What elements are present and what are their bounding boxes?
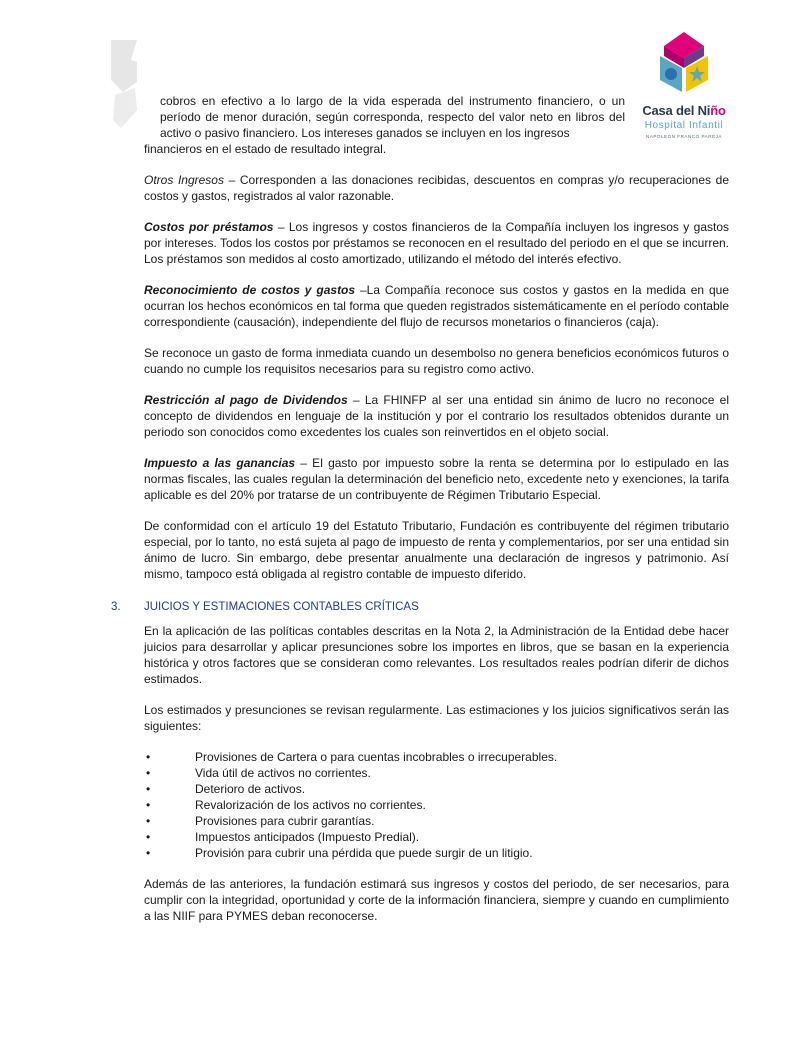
logo-subtitle-2: NAPOLEÓN FRANCO PAREJA: [645, 134, 722, 139]
term-costos-prestamos: Costos por préstamos: [144, 220, 274, 234]
bullet-icon: •: [146, 798, 151, 812]
bullet-icon: •: [146, 814, 151, 828]
list-item-text: Provisión para cubrir una pérdida que puede surgir de un litigio.: [195, 846, 533, 860]
document-body: [111, 93, 729, 939]
section-paragraph-1: En la aplicación de las políticas contables descritas en la Nota 2, la Administración de la Entidad debe hacer juicios para desarrollar y aplicar presunciones sobre los importes en libros, que se basan en la experiencia histórica y otros factores que se consideran como relevantes. Los resultados reales podrían diferir de dichos estimados.: [144, 624, 729, 686]
list-item: [144, 813, 729, 829]
paragraph-impuesto: [144, 455, 729, 503]
section-paragraph-2: Los estimados y presunciones se revisan regularmente. Las estimaciones y los juicios significativos serán las siguientes:: [144, 703, 729, 733]
costos-prestamos-text: – Los ingresos y costos financieros de la Compañía incluyen los ingresos y gastos por intereses. Todos los costos por préstamos se reconocen en el resultado del periodo en el que se incurren. Los préstamos son medidos al costo amortizado, utilizando el método del interés efectivo.: [144, 220, 729, 266]
bullet-icon: •: [146, 766, 151, 780]
list-item: [144, 765, 729, 781]
bullet-icon: •: [146, 750, 151, 764]
estimates-list: [144, 749, 729, 861]
list-item-text: Deterioro de activos.: [195, 782, 306, 796]
restriccion-text: – La FHINFP al ser una entidad sin ánimo de lucro no reconoce el concepto de dividendos en lenguaje de la institución y por el contrario los resultados obtenidos durante un periodo son conocidos como excedentes los cuales son reinvertidos en el objeto social.: [144, 393, 729, 439]
term-reconocimiento: Reconocimiento de costos y gastos: [144, 283, 356, 297]
logo-subtitle: Hospital Infantil: [644, 120, 724, 131]
list-item-text: Provisiones de Cartera o para cuentas incobrables o irrecuperables.: [195, 750, 558, 764]
section-title: JUICIOS Y ESTIMACIONES CONTABLES CRÍTICAS: [144, 601, 419, 613]
paragraph-costos-prestamos: [144, 219, 729, 267]
list-item: [144, 749, 729, 765]
bullet-icon: •: [146, 782, 151, 796]
bullet-icon: •: [146, 830, 151, 844]
paragraph-gasto: Se reconoce un gasto de forma inmediata cuando un desembolso no genera beneficios económicos futuros o cuando no cumple los requisitos necesarios para su registro como activo.: [144, 346, 729, 376]
bullet-icon: •: [146, 846, 151, 860]
term-impuesto: Impuesto a las ganancias: [144, 456, 296, 470]
list-item-text: Vida útil de activos no corrientes.: [195, 766, 371, 780]
section-paragraph-3: Además de las anteriores, la fundación estimará sus ingresos y costos del periodo, de ser necesarios, para cumplir con la integridad, oportunidad y corte de la información financiera, siempre y cuando en cumplimiento a las NIIF para PYMES deban reconocerse.: [144, 877, 729, 923]
paragraph-intro: [144, 93, 729, 157]
paragraph-restriccion: [144, 392, 729, 440]
term-otros-ingresos: Otros Ingresos: [144, 173, 224, 187]
logo-house-icon: [634, 28, 734, 103]
list-item: [144, 781, 729, 797]
paragraph-otros-ingresos: [144, 172, 729, 204]
paragraph-conformidad: De conformidad con el artículo 19 del Estatuto Tributario, Fundación es contribuyente del régimen tributario especial, por lo tanto, no está sujeta al pago de impuesto de renta y complementarios, por ser una entidad sin ánimo de lucro. Sin embargo, debe presentar anualmente una declaración de ingresos y patrimonio. Así mismo, tampoco está obligada al registro contable de impuesto diferido.: [144, 519, 729, 581]
otros-ingresos-text: – Corresponden a las donaciones recibidas, descuentos en compras y/o recuperaciones de costos y gastos, registrados al valor razonable.: [144, 173, 729, 203]
list-item-text: Provisiones para cubrir garantías.: [195, 814, 375, 828]
list-item: [144, 797, 729, 813]
logo-name-part2: ño: [710, 103, 726, 118]
term-restriccion: Restricción al pago de Dividendos: [144, 393, 348, 407]
paragraph-reconocimiento: [144, 282, 729, 330]
section-heading: [111, 599, 729, 615]
intro-rest-text: financieros en el estado de resultado integral.: [144, 142, 387, 156]
logo-name-part1: Casa del Ni: [642, 103, 711, 118]
list-item: [144, 829, 729, 845]
left-watermark-graphic: [111, 40, 141, 130]
impuesto-text: – El gasto por impuesto sobre la renta se determina por lo estipulado en las normas fiscales, las cuales regulan la determinación del beneficio neto, excedente neto y exenciones, la tarifa aplicable es del 20% por tratarse de un contribuyente de Régimen Tributario Especial.: [144, 456, 729, 502]
reconocimiento-text: –La Compañía reconoce sus costos y gastos en la medida en que ocurran los hechos económicos en tal forma que queden registrados sistemáticamente en el período contable correspondiente (causación), independiente del flujo de recursos monetarios o financieros (caja).: [144, 283, 729, 329]
list-item-text: Impuestos anticipados (Impuesto Predial).: [195, 830, 420, 844]
section-number: 3.: [111, 601, 121, 613]
list-item-text: Revalorización de los activos no corrientes.: [195, 798, 426, 812]
list-item: [144, 845, 729, 861]
intro-indented-text: cobros en efectivo a lo largo de la vida esperada del instrumento financiero, o un período de menor duración, según corresponda, respecto del valor neto en libros del activo o pasivo financiero. Los intereses ganados se incluyen en los ingresos: [160, 94, 625, 140]
